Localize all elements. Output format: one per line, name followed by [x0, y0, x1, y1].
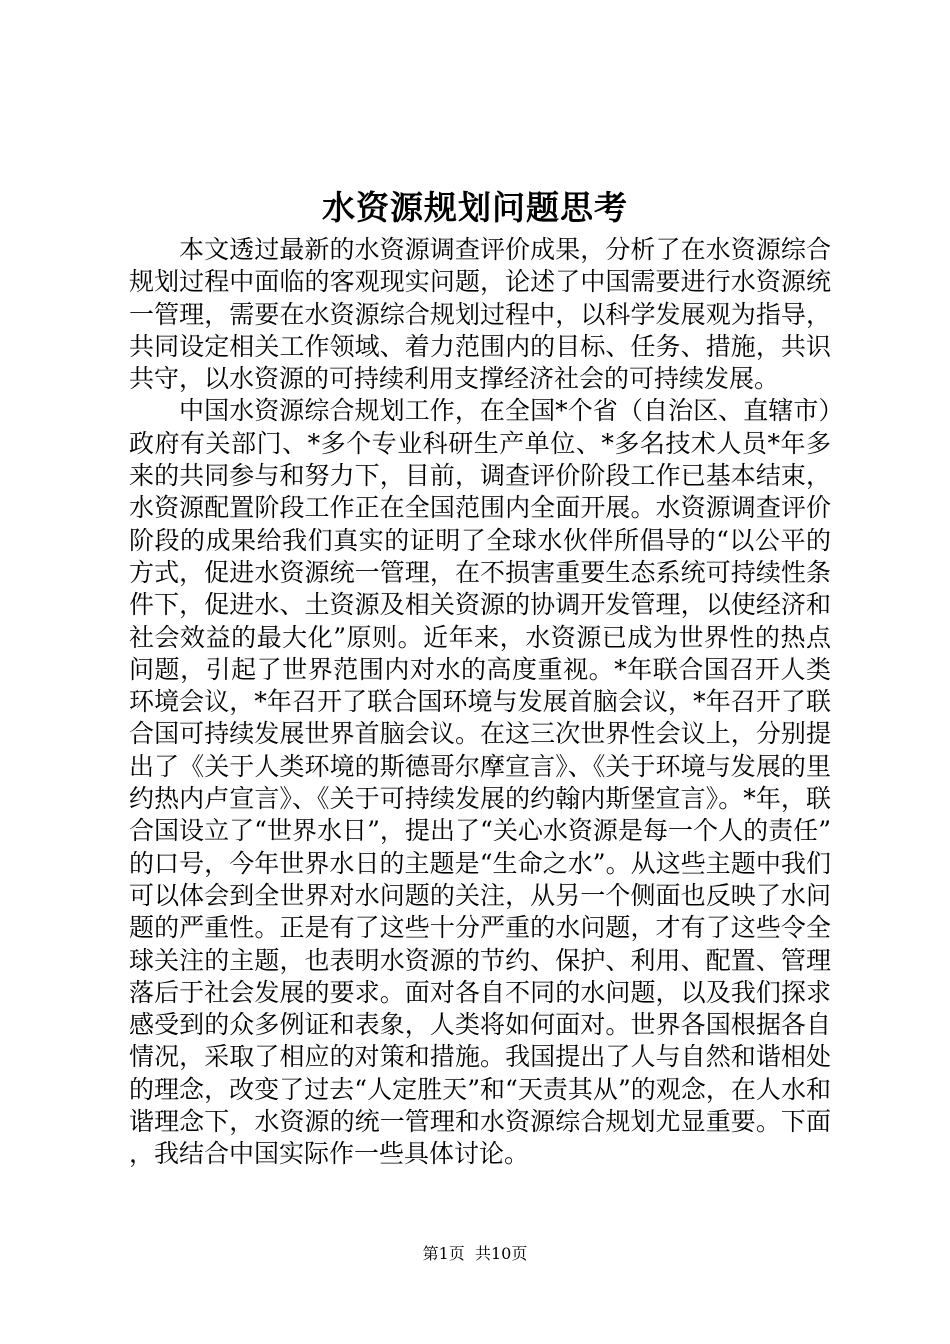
- document-body: [129, 234, 831, 1171]
- body-paragraph: 中国水资源综合规划工作，在全国*个省（自治区、直辖市）政府有关部门、*多个专业科研生产单位、*多名技术人员*年多来的共同参与和努力下，目前，调查评价阶段工作已基本结束，水资源配置阶段工作正在全国范围内全面开展。水资源调查评价阶段的成果给我们真实的证明了全球水伙伴所倡导的“以公平的方式，促进水资源统一管理，在不损害重要生态系统可持续性条件下，促进水、土资源及相关资源的协调开发管理，以使经济和社会效益的最大化”原则。近年来，水资源已成为世界性的热点问题，引起了世界范围内对水的高度重视。*年联合国召开人类环境会议，*年召开了联合国环境与发展首脑会议，*年召开了联合国可持续发展世界首脑会议。在这三次世界性会议上，分别提出了《关于人类环境的斯德哥尔摩宣言》、《关于环境与发展的里约热内卢宣言》、《关于可持续发展的约翰内斯堡宣言》。*年，联合国设立了“世界水日”，提出了“关心水资源是每一个人的责任”的口号，今年世界水日的主题是“生命之水”。从这些主题中我们可以体会到全世界对水问题的关注，从另一个侧面也反映了水问题的严重性。正是有了这些十分严重的水问题，才有了这些令全球关注的主题，也表明水资源的节约、保护、利用、配置、管理落后于社会发展的要求。面对各自不同的水问题，以及我们探求感受到的众多例证和表象，人类将如何面对。世界各国根据各自情况，采取了相应的对策和措施。我国提出了人与自然和谐相处的理念，改变了过去“人定胜天”和“天责其从”的观念，在人水和谐理念下，水资源的统一管理和水资源综合规划尤显重要。下面，我结合中国实际作一些具体讨论。: [129, 396, 831, 1169]
- document-title: 水资源规划问题思考: [322, 188, 628, 227]
- abstract-paragraph: 本文透过最新的水资源调查评价成果，分析了在水资源综合规划过程中面临的客观现实问题，论述了中国需要进行水资源统一管理，需要在水资源综合规划过程中，以科学发展观为指导，共同设定相关工作领域、着力范围内的目标、任务、措施，共识共守，以水资源的可持续利用支撑经济社会的可持续发展。: [129, 235, 831, 394]
- page-total: 共10页: [474, 1244, 528, 1263]
- page-footer: [0, 1243, 950, 1265]
- page-number: 第1页: [422, 1244, 465, 1263]
- footer-separator: [465, 1244, 475, 1263]
